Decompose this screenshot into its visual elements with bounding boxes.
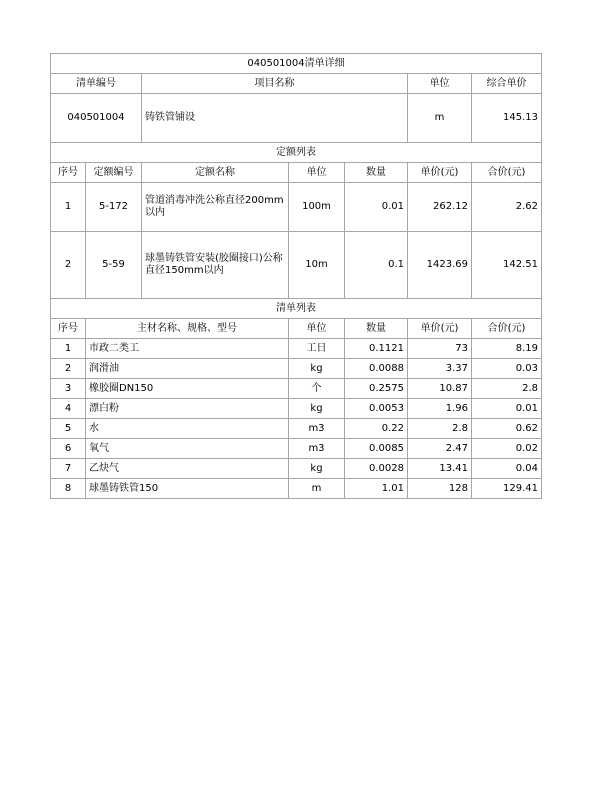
material-qty: 0.2575	[345, 379, 408, 399]
material-row	[51, 419, 542, 439]
material-total: 8.19	[472, 339, 542, 359]
material-qty: 0.0085	[345, 439, 408, 459]
quota-no: 2	[51, 232, 86, 299]
material-qty: 0.0053	[345, 399, 408, 419]
quota-col-code: 定额编号	[86, 163, 142, 183]
material-price: 2.47	[408, 439, 472, 459]
quota-qty: 0.01	[345, 183, 408, 232]
material-qty: 0.22	[345, 419, 408, 439]
quota-col-unit: 单位	[289, 163, 345, 183]
material-unit: 工日	[289, 339, 345, 359]
header-unit: 单位	[408, 74, 472, 94]
material-unit: m	[289, 479, 345, 499]
material-total: 0.04	[472, 459, 542, 479]
quota-row	[51, 183, 542, 232]
material-section-title: 清单列表	[51, 299, 542, 319]
quota-price: 1423.69	[408, 232, 472, 299]
quota-col-total: 合价(元)	[472, 163, 542, 183]
quota-total: 2.62	[472, 183, 542, 232]
material-total: 0.03	[472, 359, 542, 379]
material-price: 13.41	[408, 459, 472, 479]
material-qty: 0.0088	[345, 359, 408, 379]
material-unit: m3	[289, 419, 345, 439]
material-unit: kg	[289, 399, 345, 419]
material-unit: 个	[289, 379, 345, 399]
quota-qty: 0.1	[345, 232, 408, 299]
material-unit: kg	[289, 459, 345, 479]
material-name: 橡胶圈DN150	[86, 379, 289, 399]
quota-col-no: 序号	[51, 163, 86, 183]
material-row	[51, 339, 542, 359]
material-no: 7	[51, 459, 86, 479]
quota-name: 球墨铸铁管安装(胶圈接口)公称直径150mm以内	[142, 232, 289, 299]
material-total: 0.01	[472, 399, 542, 419]
header-code: 清单编号	[51, 74, 142, 94]
material-no: 3	[51, 379, 86, 399]
header-name: 项目名称	[142, 74, 408, 94]
quota-col-name: 定额名称	[142, 163, 289, 183]
material-row	[51, 379, 542, 399]
material-no: 4	[51, 399, 86, 419]
material-col-unit: 单位	[289, 319, 345, 339]
item-unit: m	[408, 94, 472, 143]
material-no: 8	[51, 479, 86, 499]
material-row	[51, 399, 542, 419]
material-row	[51, 439, 542, 459]
material-name: 市政二类工	[86, 339, 289, 359]
quota-col-price: 单价(元)	[408, 163, 472, 183]
material-col-no: 序号	[51, 319, 86, 339]
material-price: 10.87	[408, 379, 472, 399]
quota-code: 5-172	[86, 183, 142, 232]
quota-total: 142.51	[472, 232, 542, 299]
material-qty: 0.0028	[345, 459, 408, 479]
quota-unit: 10m	[289, 232, 345, 299]
material-total: 2.8	[472, 379, 542, 399]
material-price: 128	[408, 479, 472, 499]
material-name: 乙炔气	[86, 459, 289, 479]
material-qty: 0.1121	[345, 339, 408, 359]
material-name: 漂白粉	[86, 399, 289, 419]
quota-code: 5-59	[86, 232, 142, 299]
quota-header-row	[51, 163, 542, 183]
item-code: 040501004	[51, 94, 142, 143]
material-total: 0.02	[472, 439, 542, 459]
quota-no: 1	[51, 183, 86, 232]
material-total: 0.62	[472, 419, 542, 439]
material-row	[51, 459, 542, 479]
material-name: 氧气	[86, 439, 289, 459]
material-qty: 1.01	[345, 479, 408, 499]
material-row	[51, 479, 542, 499]
quota-unit: 100m	[289, 183, 345, 232]
item-price: 145.13	[472, 94, 542, 143]
item-name: 铸铁管铺设	[142, 94, 408, 143]
material-no: 1	[51, 339, 86, 359]
quota-price: 262.12	[408, 183, 472, 232]
material-price: 2.8	[408, 419, 472, 439]
material-row	[51, 359, 542, 379]
material-header-row	[51, 319, 542, 339]
material-col-total: 合价(元)	[472, 319, 542, 339]
material-name: 润滑油	[86, 359, 289, 379]
material-col-price: 单价(元)	[408, 319, 472, 339]
material-name: 球墨铸铁管150	[86, 479, 289, 499]
material-name: 水	[86, 419, 289, 439]
material-unit: m3	[289, 439, 345, 459]
material-price: 73	[408, 339, 472, 359]
quota-row	[51, 232, 542, 299]
material-unit: kg	[289, 359, 345, 379]
header-price: 综合单价	[472, 74, 542, 94]
detail-table	[50, 53, 542, 499]
material-price: 3.37	[408, 359, 472, 379]
material-no: 2	[51, 359, 86, 379]
material-price: 1.96	[408, 399, 472, 419]
material-no: 6	[51, 439, 86, 459]
material-col-name: 主材名称、规格、型号	[86, 319, 289, 339]
quota-col-qty: 数量	[345, 163, 408, 183]
material-no: 5	[51, 419, 86, 439]
material-total: 129.41	[472, 479, 542, 499]
sheet-title: 040501004清单详细	[51, 54, 542, 74]
quota-section-title: 定额列表	[51, 143, 542, 163]
material-col-qty: 数量	[345, 319, 408, 339]
quota-name: 管道消毒冲洗公称直径200mm以内	[142, 183, 289, 232]
